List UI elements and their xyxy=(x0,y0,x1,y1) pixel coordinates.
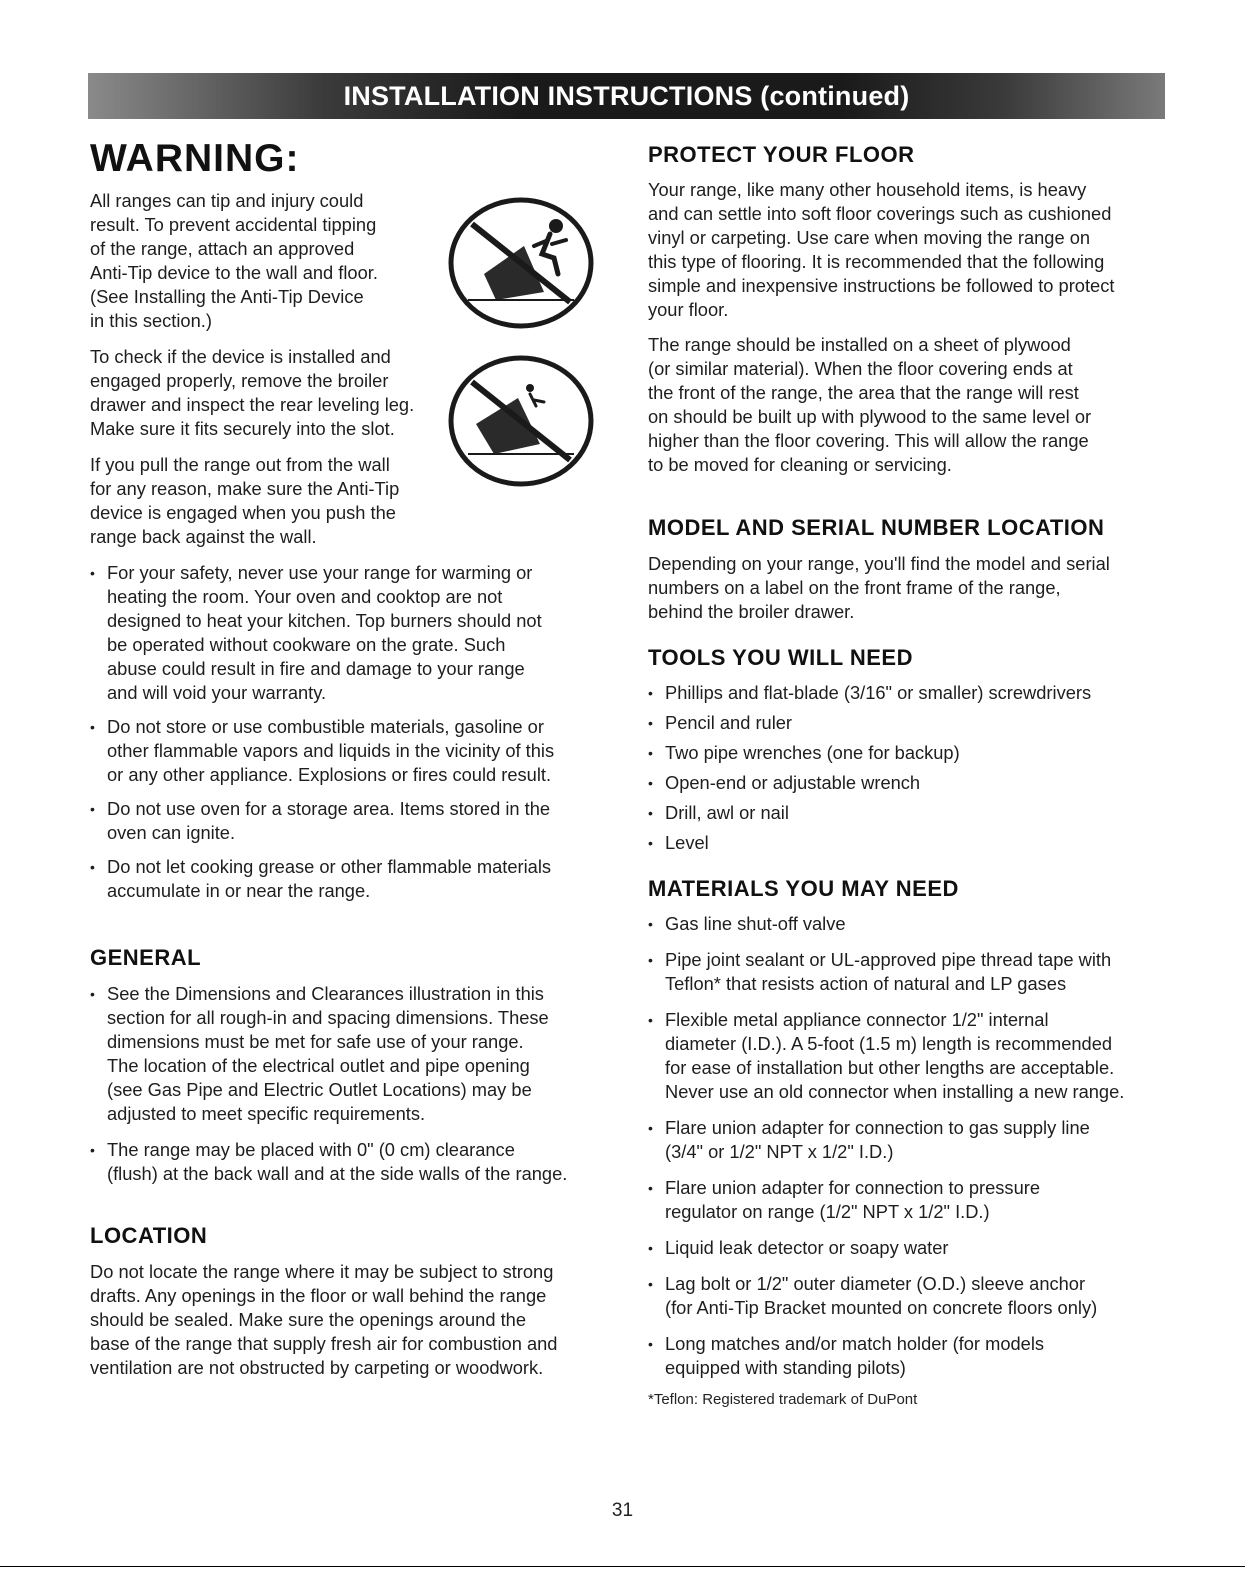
text-line: Your range, like many other household items, is heavy xyxy=(648,179,1087,200)
list-item: • Flare union adapter for connection to gas supply line (3/4" or 1/2" NPT x 1/2" I.D.) xyxy=(648,1116,1178,1164)
text-line: Depending on your range, you'll find the model and serial xyxy=(648,553,1110,574)
text-line: device is engaged when you push the xyxy=(90,502,396,523)
safety-bullet-list xyxy=(90,561,620,903)
tools-list xyxy=(648,681,1168,855)
list-item: • Open-end or adjustable wrench xyxy=(648,771,1168,795)
no-tipping-range-icon xyxy=(446,354,596,488)
text-line: for any reason, make sure the Anti-Tip xyxy=(90,478,400,499)
page-number: 31 xyxy=(611,1500,634,1521)
text-line: your floor. xyxy=(648,299,729,320)
text-line: in this section.) xyxy=(90,310,212,331)
text-line: (See Installing the Anti-Tip Device xyxy=(90,286,364,307)
list-item: • Flare union adapter for connection to pressure regulator on range (1/2" NPT x 1/2" I.D.) xyxy=(648,1176,1178,1224)
text-line: range back against the wall. xyxy=(90,526,317,547)
text-line: on should be built up with plywood to the same level or xyxy=(648,406,1092,427)
list-item: • Liquid leak detector or soapy water xyxy=(648,1236,1178,1260)
text-line: Anti-Tip device to the wall and floor. xyxy=(90,262,378,283)
text-line: of the range, attach an approved xyxy=(90,238,355,259)
text-line: engaged properly, remove the broiler xyxy=(90,370,389,391)
text-line: result. To prevent accidental tipping xyxy=(90,214,377,235)
list-item: • See the Dimensions and Clearances illustration in this section for all rough-in and spacing dimensions. These dimensions must be met for safe use of your range. The location of the electrical outlet and pipe opening (see Gas Pipe and Electric Outlet Locations) may be adjusted to meet specific requirements. xyxy=(90,982,620,1126)
list-item: • Phillips and flat-blade (3/16" or smaller) screwdrivers xyxy=(648,681,1168,705)
model-serial-heading: MODEL AND SERIAL NUMBER LOCATION xyxy=(648,515,1105,540)
list-item: • Drill, awl or nail xyxy=(648,801,1168,825)
list-item: • Pencil and ruler xyxy=(648,711,1168,735)
teflon-footnote: *Teflon: Registered trademark of DuPont xyxy=(648,1391,918,1408)
text-line: simple and inexpensive instructions be followed to protect xyxy=(648,275,1115,296)
general-bullet-list xyxy=(90,982,620,1186)
protect-floor-paragraph-2 xyxy=(648,333,1168,477)
text-line: vinyl or carpeting. Use care when moving the range on xyxy=(648,227,1091,248)
text-line: drawer and inspect the rear leveling leg. xyxy=(90,394,415,415)
list-item: • Flexible metal appliance connector 1/2" internal diameter (I.D.). A 5-foot (1.5 m) length is recommended for ease of installation but other lengths are acceptable. Never use an old connector when installing a new range. xyxy=(648,1008,1178,1104)
warning-paragraph-2 xyxy=(90,345,450,441)
warning-paragraph-1 xyxy=(90,189,450,333)
protect-floor-paragraph-1 xyxy=(648,178,1168,322)
model-serial-paragraph xyxy=(648,552,1168,624)
list-item: • Do not store or use combustible materials, gasoline or other flammable vapors and liquids in the vicinity of this or any other appliance. Explosions or fires could result. xyxy=(90,715,620,787)
text-line: behind the broiler drawer. xyxy=(648,601,855,622)
list-item: • Level xyxy=(648,831,1168,855)
text-line: higher than the floor covering. This will allow the range xyxy=(648,430,1089,451)
warning-title: WARNING: xyxy=(90,137,300,180)
text-line: to be moved for cleaning or servicing. xyxy=(648,454,952,475)
tools-heading: TOOLS YOU WILL NEED xyxy=(648,645,913,670)
text-line: If you pull the range out from the wall xyxy=(90,454,390,475)
list-item: • Gas line shut-off valve xyxy=(648,912,1178,936)
text-line: (or similar material). When the floor covering ends at xyxy=(648,358,1073,379)
text-line: the front of the range, the area that the range will rest xyxy=(648,382,1079,403)
text-line: base of the range that supply fresh air for combustion and xyxy=(90,1333,558,1354)
text-line: Make sure it fits securely into the slot. xyxy=(90,418,395,439)
section-banner: INSTALLATION INSTRUCTIONS (continued) xyxy=(88,73,1165,119)
location-heading: LOCATION xyxy=(90,1223,208,1248)
list-item: • Do not let cooking grease or other flammable materials accumulate in or near the range. xyxy=(90,855,620,903)
text-line: All ranges can tip and injury could xyxy=(90,190,364,211)
list-item: • For your safety, never use your range for warming or heating the room. Your oven and cooktop are not designed to heat your kitchen. Top burners should not be operated without cookware on the grate. Such abuse could result in fire and damage to your range and will void your warranty. xyxy=(90,561,620,705)
text-line: should be sealed. Make sure the openings around the xyxy=(90,1309,527,1330)
list-item: • Two pipe wrenches (one for backup) xyxy=(648,741,1168,765)
text-line: Do not locate the range where it may be subject to strong xyxy=(90,1261,554,1282)
list-item: • Long matches and/or match holder (for models equipped with standing pilots) xyxy=(648,1332,1178,1380)
bottom-rule xyxy=(0,1566,1245,1567)
warning-paragraph-3 xyxy=(90,453,450,549)
general-heading: GENERAL xyxy=(90,945,202,970)
text-line: numbers on a label on the front frame of the range, xyxy=(648,577,1061,598)
protect-floor-heading: PROTECT YOUR FLOOR xyxy=(648,142,915,167)
no-climbing-range-icon xyxy=(446,196,596,330)
text-line: The range should be installed on a sheet of plywood xyxy=(648,334,1071,355)
list-item: • Pipe joint sealant or UL-approved pipe thread tape with Teflon* that resists action of natural and LP gases xyxy=(648,948,1178,996)
text-line: ventilation are not obstructed by carpeting or woodwork. xyxy=(90,1357,544,1378)
materials-list xyxy=(648,912,1178,1380)
location-paragraph xyxy=(90,1260,620,1380)
materials-heading: MATERIALS YOU MAY NEED xyxy=(648,876,959,901)
list-item: • The range may be placed with 0" (0 cm) clearance (flush) at the back wall and at the side walls of the range. xyxy=(90,1138,620,1186)
text-line: drafts. Any openings in the floor or wall behind the range xyxy=(90,1285,547,1306)
text-line: To check if the device is installed and xyxy=(90,346,391,367)
text-line: this type of flooring. It is recommended that the following xyxy=(648,251,1105,272)
list-item: • Do not use oven for a storage area. Items stored in the oven can ignite. xyxy=(90,797,620,845)
list-item: • Lag bolt or 1/2" outer diameter (O.D.) sleeve anchor (for Anti-Tip Bracket mounted on concrete floors only) xyxy=(648,1272,1178,1320)
text-line: and can settle into soft floor coverings such as cushioned xyxy=(648,203,1112,224)
